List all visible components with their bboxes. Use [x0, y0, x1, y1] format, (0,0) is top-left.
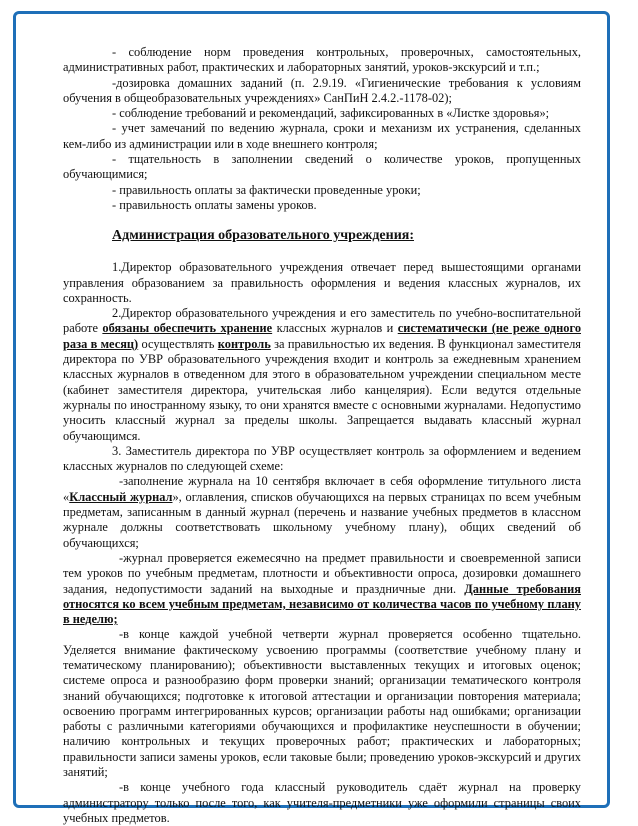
paragraph-4 [63, 474, 581, 550]
section-heading: Администрация образовательного учреждения: [112, 228, 414, 244]
p2-text: 2.Директор образовательного учреждения и его заместитель по учебно-воспитательной работе [63, 306, 581, 336]
p4-text: », оглавления, списков обучающихся на первых страницах по всем учебным предметам, записанным в данный журнал (перечень и название учебных предметов в классном журнале должны соответствовать школьному учебному плану), общих сведений об обучающихся; [63, 489, 581, 550]
p2-text: осуществлять [138, 336, 218, 351]
document-text [63, 45, 581, 826]
list-item: - тщательность в заполнении сведений о количестве уроков, пропущенных обучающимися; [63, 152, 581, 182]
paragraph-2 [63, 306, 581, 444]
p2-text: классных журналов и [272, 321, 398, 336]
p2-text: за правильностью их ведения. В функционал заместителя директора по УВР образовательного учреждения входит и контроль за ежедневным хранением классных журналов в отведенном для этого в образовательном учреждении специальном месте (кабинет заместителя директора, учительская либо канцелярия). Если ведутся отдельные журналы по иностранному языку, то они хранятся вместе с основными журналами. Недопустимо уносить классный журнал за пределы школы. Запрещается выдавать классный журнал обучающимся. [63, 336, 581, 443]
paragraph-6: -в конце каждой учебной четверти журнал проверяется особенно тщательно. Уделяется внимание фактическому усвоению программы (соответствие учебному плану и тематическому планированию); объективности выставленных текущих и итоговых оценок; системе опроса и разнообразию форм проверки знаний; организации тематического контроля знаний обучающихся; подготовке к итоговой аттестации и организации повторения материала; освоению программ интегрированных курсов; организации работы над ошибками; организации работы с различными категориями обучающихся и профилактике неуспешности в обучении; наличию контрольных и текущих проверочных работ; практических и лабораторных; правильности записи замены уроков, если таковые были; проведению уроков-экскурсий и других занятий; [63, 627, 581, 780]
p5-emphasis-requirements: Данные требования относятся ко всем учебным предметам, независимо от количества часов по учебному плану в неделю; [63, 581, 581, 627]
p2-emphasis-storage: обязаны обеспечить хранение [102, 321, 273, 336]
list-item: -дозировка домашних заданий (п. 2.9.19. «Гигиенические требования к условиям обучения в общеобразовательных учреждениях» СанПиН 2.4.2.-1178-02); [63, 75, 581, 105]
list-item: - правильность оплаты замены уроков. [112, 197, 317, 212]
list-item: - соблюдение требований и рекомендаций, зафиксированных в «Листке здоровья»; [112, 106, 550, 121]
p5-text: -журнал проверяется ежемесячно на предмет правильности и своевременной записи тем уроков по учебным предметам, плотности и объективности опроса, дозировки домашнего задания, недопустимости заданий на выходные и праздничные дни. [63, 550, 581, 596]
paragraph-7: -в конце учебного года классный руководитель сдаёт журнал на проверку администратору только после того, как учителя-предметники уже оформили страницы своих учебных предметов. [63, 780, 581, 825]
p4-emphasis-title: Классный журнал [69, 489, 173, 504]
p2-emphasis-frequency: систематически (не реже одного раза в месяц) [63, 321, 582, 351]
paragraph-5 [63, 551, 581, 627]
p2-emphasis-control: контроль [217, 336, 271, 351]
list-item: - учет замечаний по ведению журнала, сроки и механизм их устранения, сделанных кем-либо из администрации или в ходе внешнего контроля; [63, 121, 581, 151]
p4-text: -заполнение журнала на 10 сентября включает в себя оформление титульного листа « [63, 474, 581, 504]
list-item: - правильность оплаты за фактически проведенные уроки; [112, 182, 421, 197]
paragraph-1: 1.Директор образовательного учреждения отвечает перед вышестоящими органами управления образованием за правильность оформления и ведения классных журналов, их сохранность. [63, 260, 581, 305]
paragraph-3: 3. Заместитель директора по УВР осуществляет контроль за оформлением и ведением классных журналов по следующей схеме: [63, 443, 581, 474]
list-item: - соблюдение норм проведения контрольных, проверочных, самостоятельных, административных работ, практических и лабораторных занятий, уроков-экскурсий и т.п.; [63, 45, 581, 75]
